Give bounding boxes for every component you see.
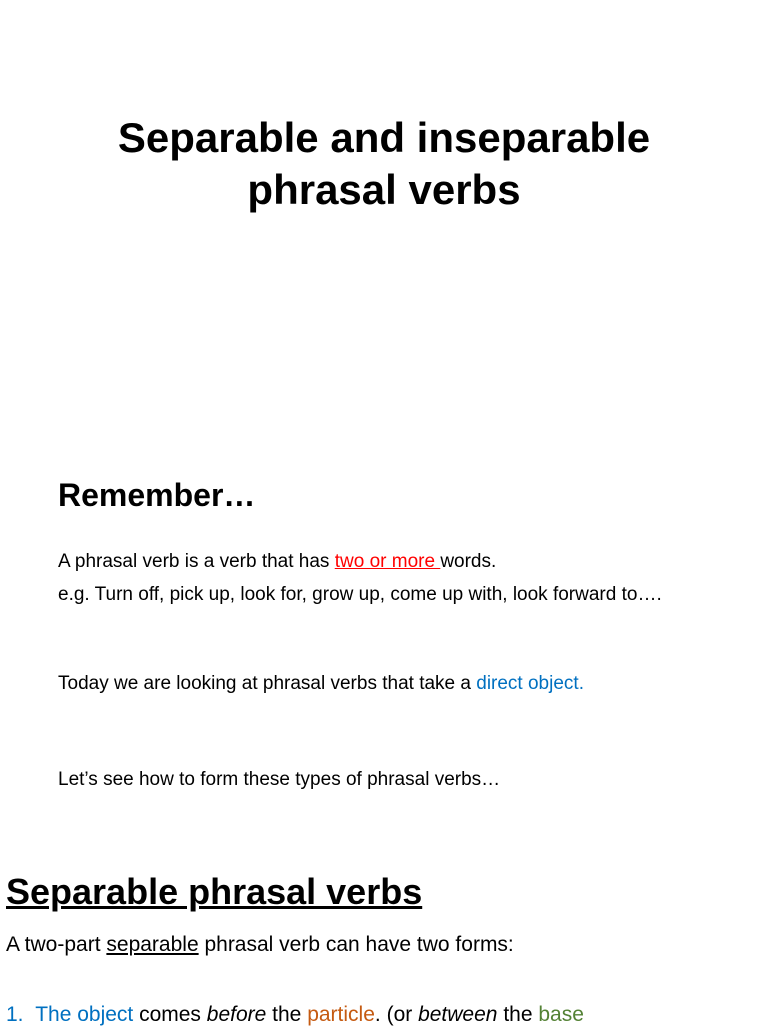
today-before: Today we are looking at phrasal verbs that take a xyxy=(58,673,477,694)
between-italic: between xyxy=(418,1003,498,1026)
object-term: The object xyxy=(35,1003,134,1026)
the-text-2: the xyxy=(497,1003,539,1026)
separable-underlined: separable xyxy=(106,933,199,956)
lets-see-text: Let’s see how to form these types of phrasal verbs… xyxy=(58,769,501,790)
intro-after: phrasal verb can have two forms: xyxy=(198,933,514,956)
two-part-intro xyxy=(6,931,514,959)
base-term: base xyxy=(538,1003,584,1026)
item-number: 1. xyxy=(6,1003,24,1026)
remember-slide xyxy=(0,430,768,830)
title-slide xyxy=(0,0,768,430)
separable-slide xyxy=(0,830,768,1024)
the-text-1: the xyxy=(266,1003,308,1026)
today-text xyxy=(58,672,698,696)
definition-text xyxy=(58,550,698,574)
definition-after: words. xyxy=(440,551,497,572)
title-line-2: phrasal verbs xyxy=(247,166,521,213)
comes-text: comes xyxy=(133,1003,207,1026)
direct-object-highlight: direct object. xyxy=(476,673,584,694)
page-title xyxy=(0,112,768,216)
list-item xyxy=(6,1001,584,1029)
example-text: e.g. Turn off, pick up, look for, grow up, come up with, look forward to…. xyxy=(58,584,662,605)
definition-highlight: two or more xyxy=(334,551,441,572)
title-line-1: Separable and inseparable xyxy=(117,114,651,161)
particle-term: particle xyxy=(307,1003,375,1026)
remember-heading: Remember… xyxy=(58,477,256,513)
definition-before: A phrasal verb is a verb that has xyxy=(58,551,335,572)
intro-before: A two-part xyxy=(6,933,107,956)
before-italic: before xyxy=(206,1003,267,1026)
separable-heading: Separable phrasal verbs xyxy=(6,871,423,912)
or-text: . (or xyxy=(374,1003,419,1026)
